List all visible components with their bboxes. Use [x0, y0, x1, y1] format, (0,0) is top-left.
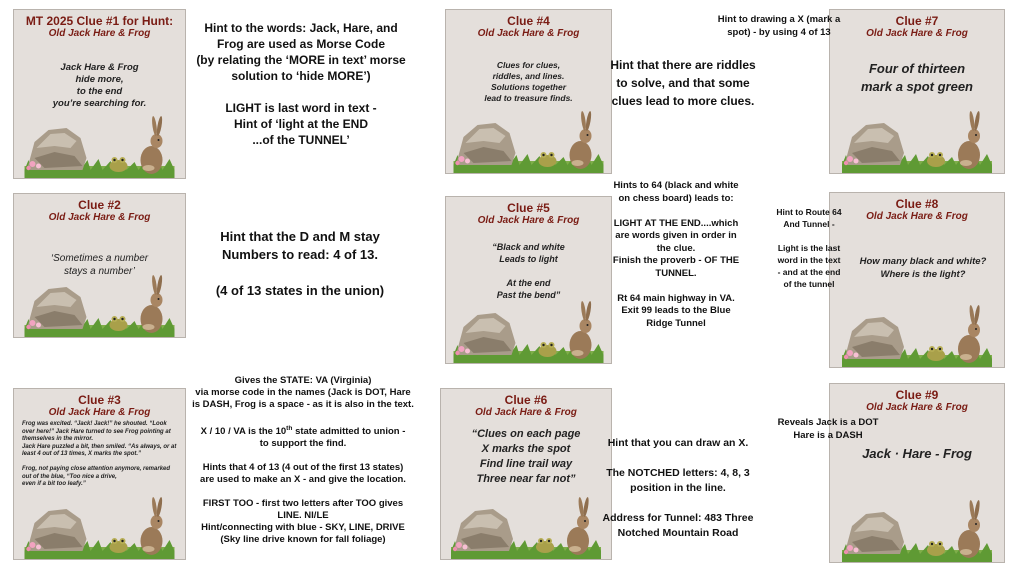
- clue-card-title: Clue #6: [504, 393, 548, 407]
- clue-card-1: [13, 9, 186, 179]
- clue-card-title: Clue #9: [895, 388, 939, 402]
- clue-card-text: “Clues on each page X marks the spot Find line trail way Three near far not”: [471, 428, 581, 485]
- rock-frog-hare-illustration-icon: [830, 103, 1004, 173]
- hint-text-3-superscript: th: [286, 425, 293, 432]
- rock-frog-hare-illustration-icon: [446, 293, 611, 363]
- rock-frog-hare-illustration-icon: [441, 489, 611, 559]
- clue-card-title: Clue #5: [507, 201, 550, 215]
- rock-frog-hare-illustration-icon: [14, 267, 185, 337]
- rock-frog-hare-illustration-icon: [14, 108, 185, 178]
- clue-card-title: Clue #8: [895, 197, 939, 211]
- clue-card-subtitle: Old Jack Hare & Frog: [48, 28, 151, 39]
- clue-card-subtitle: Old Jack Hare & Frog: [866, 211, 968, 222]
- clue-card-subtitle: Old Jack Hare & Frog: [477, 215, 580, 226]
- clue-card-6: [440, 388, 612, 560]
- hint-text-2: Hint that the D and M stay Numbers to read: 4 of 13. (4 of 13 states in the union): [215, 229, 385, 298]
- clue-card-5: [445, 196, 612, 364]
- clue-card-subtitle: Old Jack Hare & Frog: [48, 407, 151, 418]
- hint-text-3-part-1: Gives the STATE: VA (Virginia) via morse code in the names (Jack is DOT, Hare is DASH, Frog is a space - as it is also in the text. X / 10 / VA is the 10: [192, 375, 414, 438]
- clue-card-7: [829, 9, 1005, 174]
- rock-frog-hare-illustration-icon: [830, 492, 1004, 562]
- clue-card-subtitle: Old Jack Hare & Frog: [866, 28, 968, 39]
- clue-card-title: Clue #3: [78, 393, 121, 407]
- clue-card-title: Clue #2: [78, 198, 121, 212]
- clue-card-subtitle: Old Jack Hare & Frog: [48, 212, 151, 223]
- clue-card-title: Clue #4: [507, 14, 550, 28]
- hint-text-7: Hint to drawing a X (mark a spot) - by using 4 of 13: [717, 14, 841, 38]
- clue-card-9: [829, 383, 1005, 563]
- hint-text-9: Reveals Jack is a DOT Hare is a DASH: [777, 417, 879, 441]
- clue-card-text: Four of thirteen mark a spot green: [861, 61, 973, 94]
- hint-text-3-part-2: state admitted to union - to support the find. Hints that 4 of 13 (4 out of the first 13 states) are used to make an X - and give the location. FIRST TOO - first two letters after TOO gives LINE. NI/LE Hint/connecting with blue - SKY, LINE, DRIVE (Sky line drive known for fall foliage): [200, 426, 406, 546]
- clue-card-text: Jack Hare & Frog hide more, to the end you’re searching for.: [52, 62, 147, 109]
- clue-card-text: ‘Sometimes a number stays a number’: [50, 253, 149, 277]
- hint-text-6: Hint that you can draw an X. The NOTCHED letters: 4, 8, 3 position in the line. Address for Tunnel: 483 Three Notched Mountain Road: [602, 437, 754, 539]
- clue-card-text: Frog was excited. “Jack! Jack!” he shouted. “Look over here!” Jack Hare turned to see Frog pointing at themselves in the mirror. Jack Hare puzzled a bit, then smiled. “As always, or at least 4 out of 13 times, X marks the spot.” Frog, not paying close attention anymore, remarked out of the blue, “Too nice a drive, even if a bit too leafy.”: [22, 421, 177, 487]
- hint-text-4: Hint that there are riddles to solve, and that some clues lead to more clues.: [610, 58, 756, 108]
- clue-card-text: Clues for clues, riddles, and lines. Solutions together lead to treasure finds.: [484, 60, 573, 103]
- clue-card-subtitle: Old Jack Hare & Frog: [477, 28, 580, 39]
- clue-card-subtitle: Old Jack Hare & Frog: [475, 407, 577, 418]
- rock-frog-hare-illustration-icon: [830, 297, 1004, 367]
- clue-card-subtitle: Old Jack Hare & Frog: [866, 402, 968, 413]
- hint-text-3: [186, 375, 420, 546]
- clue-card-4: [445, 9, 612, 174]
- clue-card-title: MT 2025 Clue #1 for Hunt:: [25, 14, 174, 28]
- clue-card-3: [13, 388, 186, 560]
- clue-card-text: How many black and white? Where is the light?: [859, 256, 987, 280]
- hint-text-1: Hint to the words: Jack, Hare, and Frog are used as Morse Code (by relating the ‘MORE in text’ morse solution to ‘hide MORE’) LIGHT is last word in text - Hint of ‘light at the END ...of the TUNNEL’: [196, 21, 406, 147]
- clue-card-text: “Black and white Leads to light At the end Past the bend”: [492, 242, 565, 300]
- clue-card-8: [829, 192, 1005, 368]
- clue-card-title: Clue #7: [895, 14, 939, 28]
- clue-card-text: Jack · Hare - Frog: [862, 446, 972, 461]
- rock-frog-hare-illustration-icon: [446, 103, 611, 173]
- hint-text-8: Hint to Route 64 And Tunnel - Light is the last word in the text - and at the end of the tunnel: [776, 207, 842, 289]
- clue-card-2: [13, 193, 186, 338]
- rock-frog-hare-illustration-icon: [14, 489, 185, 559]
- hint-text-5: Hints to 64 (black and white on chess board) leads to: LIGHT AT THE END....which are words given in order in the clue. Finish the proverb - OF THE TUNNEL. Rt 64 main highway in VA. Exit 99 leads to the Blue Ridge Tunnel: [612, 180, 740, 329]
